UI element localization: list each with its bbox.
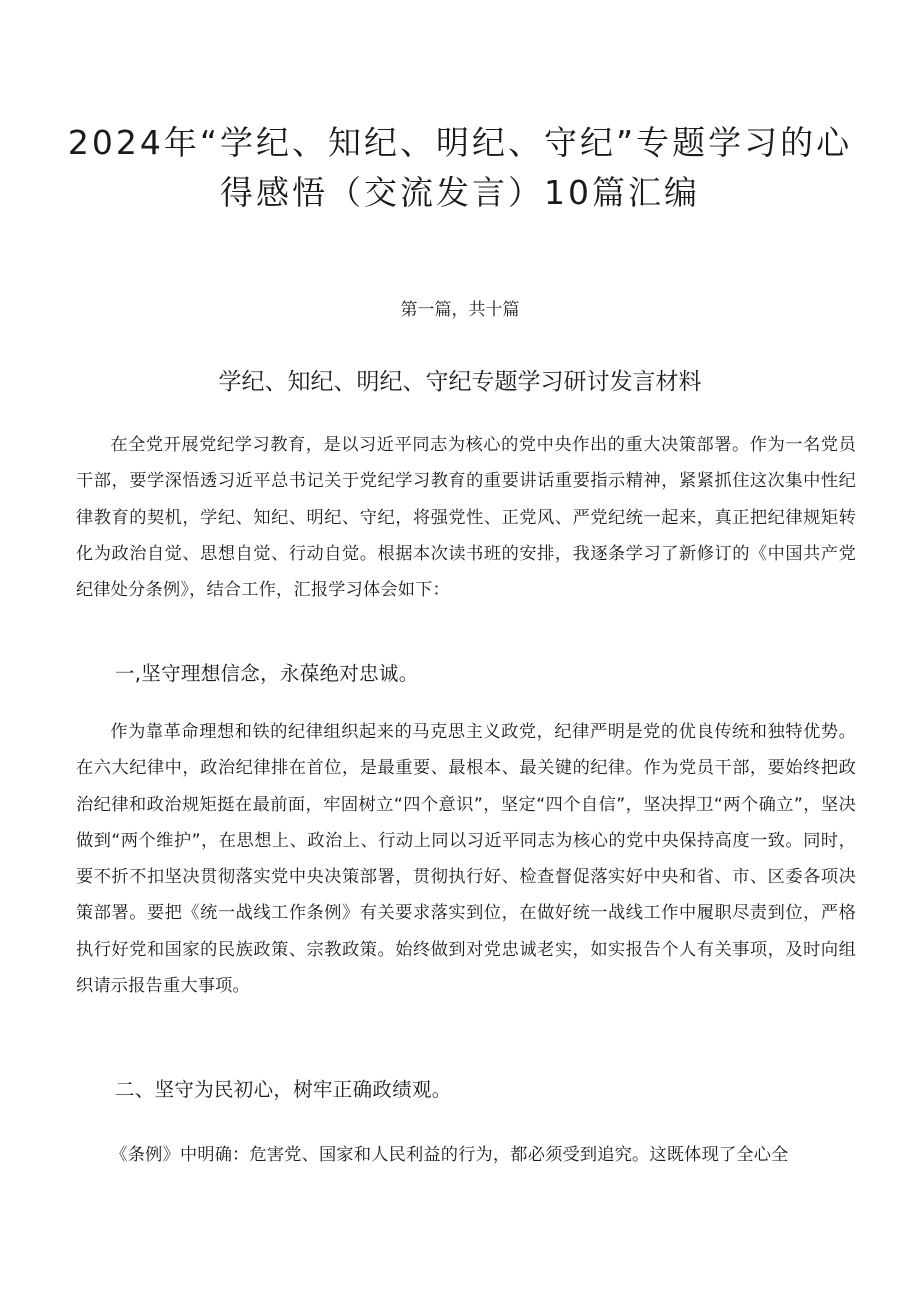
- section-1-paragraph: 作为靠革命理想和铁的纪律组织起来的马克思主义政党，纪律严明是党的优良传统和独特优势。在六大纪律中，政治纪律排在首位，是最重要、最根本、最关键的纪律。作为党员干部，要始终把政治纪律和政治规矩挺在最前面，牢固树立“四个意识”，坚定“四个自信”，坚决捍卫“两个确立”，坚决做到“两个维护”，在思想上、政治上、行动上同以习近平同志为核心的党中央保持高度一致。同时，要不折不扣坚决贯彻落实党中央决策部署，贯彻执行好、检查督促落实好中央和省、市、区委各项决策部署。要把《统一战线工作条例》有关要求落实到位，在做好统一战线工作中履职尽责到位，严格执行好党和国家的民族政策、宗教政策。始终做到对党忠诚老实，如实报告个人有关事项，及时向组织请示报告重大事项。: [76, 722, 856, 997]
- section-heading-1: 一,坚守理想信念，永葆绝对忠诚。: [115, 662, 419, 685]
- section-heading-2: 二、坚守为民初心，树牢正确政绩观。: [115, 1078, 452, 1101]
- section-2-paragraph: 《条例》中明确：危害党、国家和人民利益的行为，都必须受到追究。这既体现了全心全: [110, 1145, 789, 1165]
- part-label: 第一篇，共十篇: [400, 300, 520, 320]
- article-title: 学纪、知纪、明纪、守纪专题学习研讨发言材料: [218, 369, 702, 395]
- document-title: 2024年“学纪、知纪、明纪、守纪”专题学习的心得感悟（交流发言）10篇汇编: [67, 123, 853, 212]
- intro-paragraph: 在全党开展党纪学习教育，是以习近平同志为核心的党中央作出的重大决策部署。作为一名党员干部，要学深悟透习近平总书记关于党纪学习教育的重要讲话重要指示精神，紧紧抓住这次集中性纪律教育的契机，学纪、知纪、明纪、守纪，将强党性、正党风、严党纪统一起来，真正把纪律规矩转化为政治自觉、思想自觉、行动自觉。根据本次读书班的安排，我逐条学习了新修订的《中国共产党纪律处分条例》，结合工作，汇报学习体会如下：: [76, 435, 856, 601]
